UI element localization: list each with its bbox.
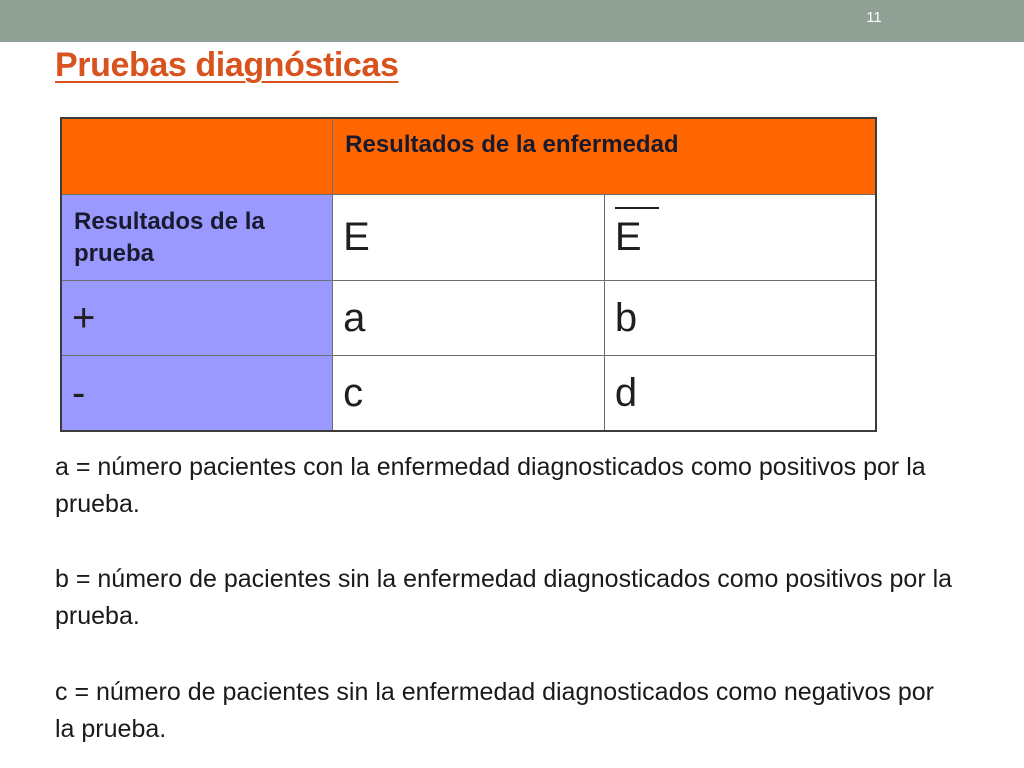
table-corner-cell xyxy=(61,118,333,195)
column-label-cell-not-e xyxy=(604,195,876,281)
column-label-e: E xyxy=(343,215,370,259)
cell-d xyxy=(604,356,876,432)
column-label-not-e: E xyxy=(614,215,642,259)
contingency-table xyxy=(60,117,877,432)
row-label-negative: - xyxy=(72,370,86,415)
column-label-not-e-wrap xyxy=(605,215,642,260)
slide-title: Pruebas diagnósticas xyxy=(55,46,399,84)
column-label-cell-e xyxy=(333,195,605,281)
row-label-positive: + xyxy=(72,295,96,340)
cell-a-value: a xyxy=(343,295,366,340)
description-c: c = número de pacientes sin la enfermedad diagnosticados como negativos por la prueba. xyxy=(55,678,935,743)
test-results-header: Resultados de la prueba xyxy=(74,207,265,267)
table-header-row xyxy=(61,118,876,195)
cell-c-value: c xyxy=(343,370,364,415)
cell-c xyxy=(333,356,605,432)
cell-b-value: b xyxy=(614,295,638,340)
test-results-header-cell xyxy=(61,195,333,281)
slide-number: 11 xyxy=(866,9,882,26)
overline-bar xyxy=(615,207,659,209)
description-b: b = número de pacientes sin la enfermedad diagnosticados como positivos por la prueba. xyxy=(55,565,953,630)
table-row xyxy=(61,356,876,432)
cell-d-value: d xyxy=(614,370,638,415)
top-bar xyxy=(0,0,1024,42)
description-a: a = número pacientes con la enfermedad diagnosticados como positivos por la prueba. xyxy=(55,453,926,518)
disease-results-header: Resultados de la enfermedad xyxy=(345,130,679,158)
row-label-cell-negative xyxy=(61,356,333,432)
table-row xyxy=(61,281,876,356)
row-label-cell-positive xyxy=(61,281,333,356)
cell-b xyxy=(604,281,876,356)
cell-a xyxy=(333,281,605,356)
table-column-labels-row xyxy=(61,195,876,281)
disease-results-header-cell xyxy=(333,118,876,195)
